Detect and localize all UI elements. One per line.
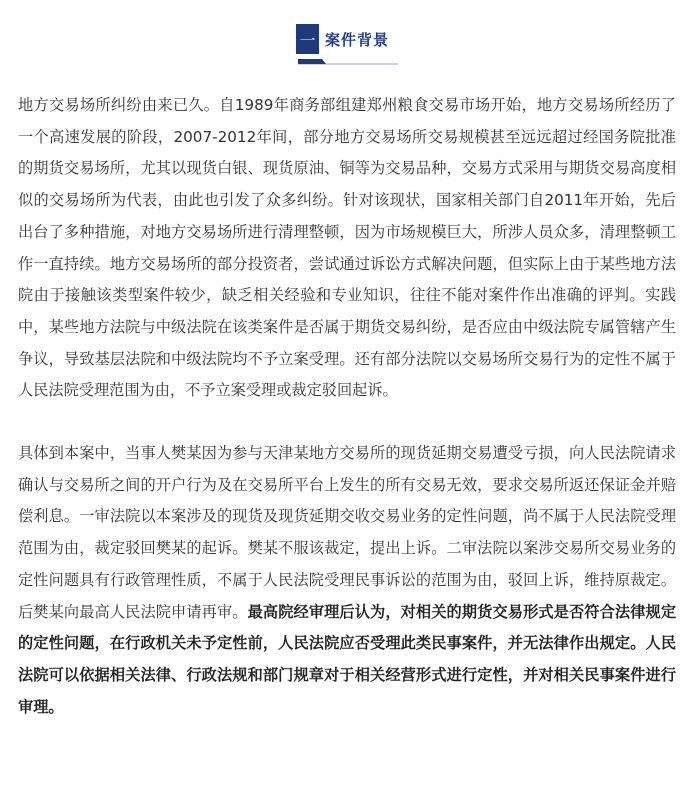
paragraph-background: [18, 90, 676, 407]
section-title: 案件背景: [325, 30, 390, 49]
paragraph-background-text: 地方交易场所纠纷由来已久。自1989年商务部组建郑州粮食交易市场开始，地方交易场所经历了一个高速发展的阶段，2007-2012年间，部分地方交易场所交易规模甚至远远超过经国务院批准的期货交易场所，尤其以现货白银、现货原油、铜等为交易品种，交易方式采用与期货交易高度相似的交易场所为代表，由此也引发了众多纠纷。针对该现状，国家相关部门自2011年开始，先后出台了多种措施，对地方交易场所进行清理整顿，因为市场规模巨大，所涉人员众多，清理整顿工作一直持续。地方交易场所的部分投资者，尝试通过诉讼方式解决问题，但实际上由于某些地方法院由于接触该类型案件较少，缺乏相关经验和专业知识，往往不能对案件作出准确的评判。实践中，某些地方法院与中级法院在该类案件是否属于期货交易纠纷，是否应由中级法院专属管辖产生争议，导致基层法院和中级法院均不予立案受理。还有部分法院以交易场所交易行为的定性不属于人民法院受理范围为由，不予立案受理或裁定驳回起诉。: [18, 96, 676, 400]
article-body: [18, 90, 676, 723]
paragraph-case-details: [18, 438, 676, 723]
section-number-badge: 一: [296, 24, 319, 54]
paragraph-case-details-text: 具体到本案中，当事人樊某因为参与天津某地方交易所的现货延期交易遭受亏损，向人民法院请求确认与交易所之间的开户行为及在交易所平台上发生的所有交易无效，要求交易所返还保证金并赔偿利息。一审法院以本案涉及的现货及现货延期交收交易业务的定性问题，尚不属于人民法院受理范围为由，裁定驳回樊某的起诉。樊某不服该裁定，提出上诉。二审法院以案涉交易所交易业务的定性问题具有行政管理性质，不属于人民法院受理民事诉讼的范围为由，驳回上诉，维持原裁定。后樊某向最高人民法院申请再审。: [18, 444, 676, 621]
section-header: [296, 24, 389, 54]
section-underline-decoration: [296, 56, 400, 66]
paragraph-case-details-emphasis: 最高院经审理后认为，对相关的期货交易形式是否符合法律规定的定性问题，在行政机关未予定性前，人民法院应否受理此类民事案件，并无法律作出规定。人民法院可以依据相关法律、行政法规和部门规章对于相关经营形式进行定性，并对相关民事案件进行审理。: [18, 602, 677, 716]
